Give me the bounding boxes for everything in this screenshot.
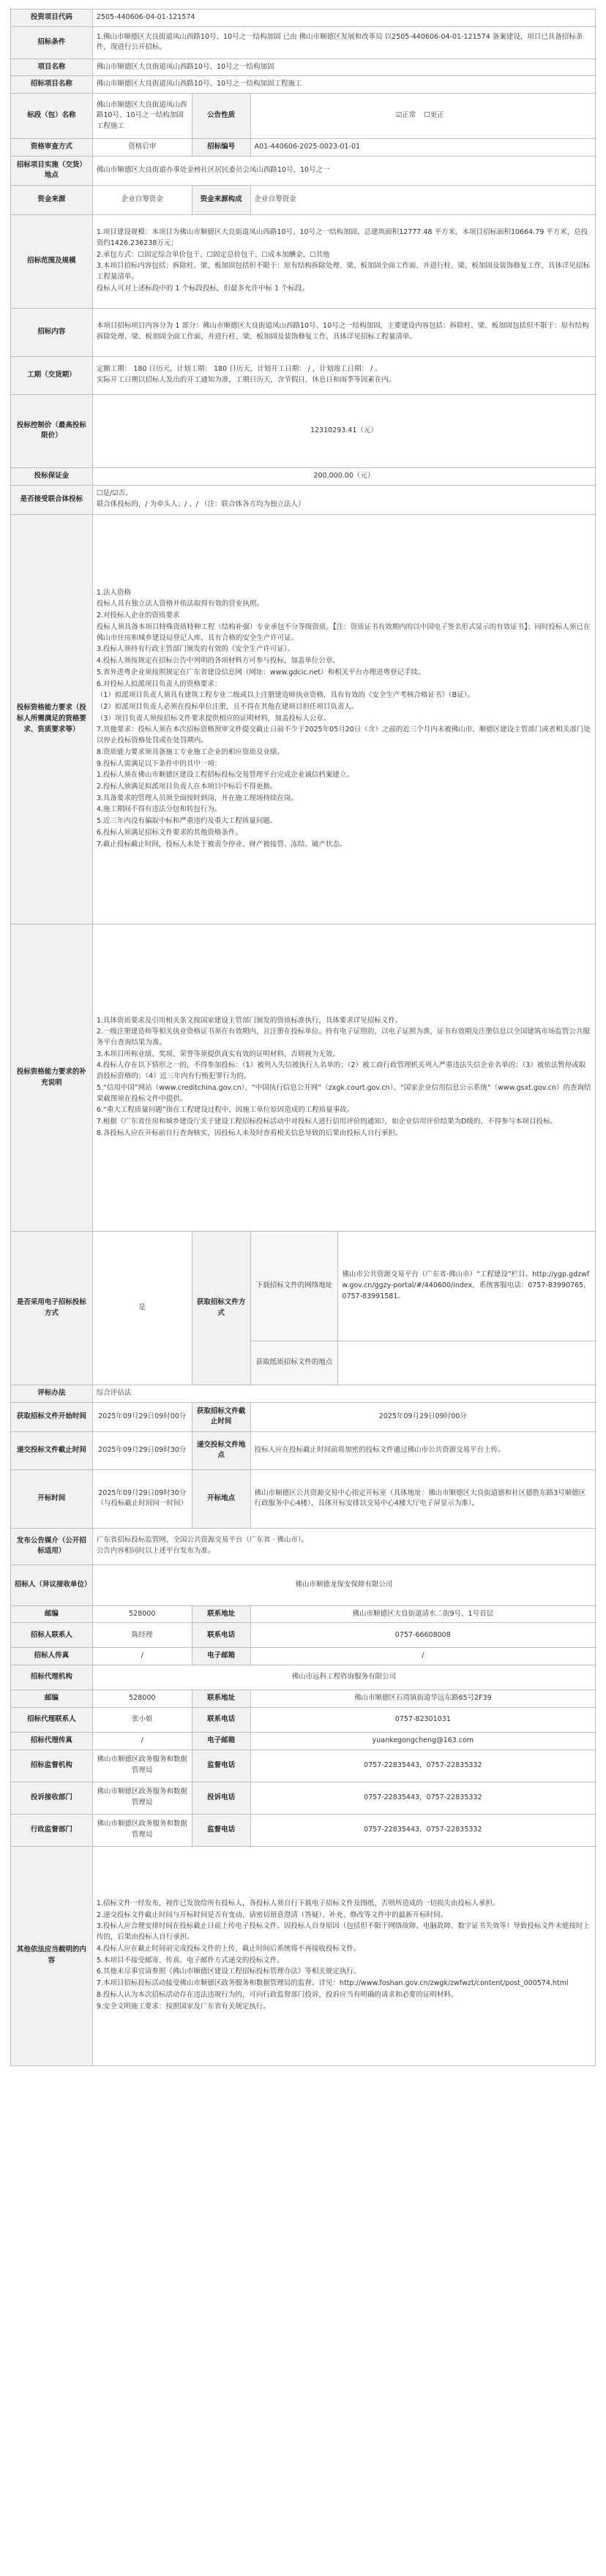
tenderer-tel-label: 联系电话	[192, 1623, 250, 1648]
qual-note-line: 4.投标人存在以下情形之一的，不得参加投标：（1）被列入失信被执行人名单的；（2）被工商行政管理机关列入严重违法失信企业名单的；（3）被依法暂停或取消投标资格的；（4）近三年内有行贿犯罪行为的。	[96, 1061, 586, 1081]
open-time-value: 2025年09月29日09时30分（与投标截止时间同一时间）	[92, 1469, 192, 1528]
row-supervise	[11, 1750, 596, 1782]
tenderer-fax-label: 招标人传真	[11, 1648, 93, 1665]
qual-note-line: 7.根据《广东省住房和城乡建设厅关于建设工程招标投标活动中对投标人进行信用评价的通知》，如企业信用评价结果为D级的，不得参与本项目投标。	[96, 1118, 557, 1126]
qual-notes-label: 投标资格能力要求的补充说明	[11, 924, 93, 1232]
section-label: 标段（包）名称	[11, 94, 93, 139]
row-get-doc	[11, 1402, 596, 1431]
agent-label: 招标代理机构	[11, 1665, 93, 1690]
agent-contact-value: 张小姐	[92, 1707, 192, 1732]
max-price-value: 12310293.41（元）	[92, 394, 595, 467]
period-label: 工期（交货期）	[11, 356, 93, 394]
paper-file-value	[338, 1341, 596, 1385]
qual-note-line: 2.一级注册建造师等相关执业资格证书须在有效期内，且注册在投标单位。持有电子证照的，以电子证照为准，证书有效期及注册信息以全国建筑市场监管公共服务平台查询结果为准。	[96, 1028, 590, 1047]
consortium-value	[92, 485, 595, 514]
qual-note-line: 5.“信用中国”网站（www.creditchina.gov.cn）、“中国执行信息公开网”（zxgk.court.gov.cn）、“国家企业信用信息公示系统”（www.gsxt.gov.cn）的查询结果截图须在投标文件中提供。	[96, 1083, 591, 1103]
other-line[interactable]: 7.本项目招标投标活动接受佛山市顺德区政务服务和数据管理局的监督。详见：http://www.foshan.gov.cn/zwgk/zwfwzt/content/post_000574.html	[96, 1979, 569, 1988]
tenderer-contact-value: 陈经理	[92, 1623, 192, 1648]
qual-line: 4.投标人须按规定在招标公告中列明的各项材料方可参与投标，加盖单位公章。	[96, 657, 340, 666]
complaint-tel-label: 投诉电话	[192, 1782, 250, 1814]
qual-line: （3）项目负责人须按招标文件要求提供相应的证明材料，加盖投标人公章。	[96, 714, 331, 723]
qualification-label: 投标资格能力要求（投标人所需满足的资格要求、资质要求等）	[11, 515, 93, 924]
public-nature-label: 公告性质	[192, 94, 250, 139]
bid-code-label: 招标编号	[192, 139, 250, 157]
get-doc-start-label: 获取招标文件开始时间	[11, 1402, 93, 1431]
qual-line: （2）拟派项目负责人必须在投标单位注册，且不得在其他在建项目担任项目负责人。	[96, 702, 359, 711]
get-doc-end-value: 2025年09月29日09时00分	[250, 1402, 595, 1431]
qual-line: 7.截止投标截止时间，投标人未处于被责令停业、财产被接管、冻结、破产状态。	[96, 840, 347, 848]
row-content	[11, 308, 596, 356]
row-consortium	[11, 485, 596, 514]
qual-line: （1）拟派项目负责人须具有建筑工程专业二级或以上注册建造师执业资格，具有有效的《安全生产考核合格证书》（B证）。	[96, 691, 474, 700]
agent-fax-value: /	[92, 1732, 192, 1750]
deposit-value: 200,000.00（元）	[92, 467, 595, 485]
row-admin	[11, 1814, 596, 1846]
e-bid-value: 是	[92, 1232, 192, 1385]
qual-note-line: 3.本项目所称业绩、奖项、荣誉等须提供真实有效的证明材料，否则视为无效。	[96, 1050, 340, 1058]
row-project-code	[11, 10, 596, 27]
period-line: 定额工期： 180 日历天，计划工期： 180 日历天，计划开工日期： / ，计划竣工日期： / 。	[96, 364, 382, 373]
agent-mail-value[interactable]: yuankegongcheng@163.com	[250, 1732, 595, 1750]
submit-deadline-label: 递交投标文件截止时间	[11, 1431, 93, 1469]
row-project-name	[11, 59, 596, 76]
tenderer-fax-value: /	[92, 1648, 192, 1665]
row-period	[11, 356, 596, 394]
project-name-label: 项目名称	[11, 59, 93, 76]
qual-line: 7.其他要求：投标人须在本次招标资格预审文件提交截止日前不少于2025年05月20日（含）之前的近三个月内未被佛山市、顺德区建设主管部门或者相关部门处以停止投标资格处罚或在处罚期内。	[96, 726, 591, 745]
other-line: 6.其他未尽事宜请参照《佛山市顺德区建设工程招标投标管理办法》等相关规定执行。	[96, 1967, 361, 1976]
qualification-value	[92, 515, 595, 924]
publish-value	[92, 1528, 595, 1564]
eval-label: 评标办法	[11, 1385, 93, 1403]
qual-line: 5.省外进粤企业须按照规定在广东省建设信息网（网址：www.gdcic.net）和相关平台办理进粤登记手续。	[96, 668, 425, 677]
submit-location-value: 投标人应在投标截止时间前将加密的投标文件通过佛山市公共资源交易平台上传。	[250, 1431, 595, 1469]
location-label: 招标项目实施（交货）地点	[11, 156, 93, 185]
row-tenderer-fax	[11, 1648, 596, 1665]
content-label: 招标内容	[11, 308, 93, 356]
other-line: 4.投标人应在截止时间前完成投标文件的上传，截止时间后系统将不再接收投标文件。	[96, 1944, 361, 1953]
tenderer-contact-label: 招标人联系人	[11, 1623, 93, 1648]
notice-page	[10, 0, 596, 2066]
fund-src-label: 资金来源构成	[192, 185, 250, 214]
qual-line: 投标人具有独立法人资格并依法取得有效的营业执照。	[96, 600, 263, 609]
other-line: 1.招标文件一经发布，视作已发放给所有投标人，各投标人须自行下载电子招标文件及图纸，否则所造成的一切损失由投标人承担。	[96, 1899, 500, 1908]
qual-exam-value: 资格后审	[92, 139, 192, 157]
row-publish	[11, 1528, 596, 1564]
get-file-label: 获取招标文件方式	[192, 1232, 250, 1385]
row-submit	[11, 1431, 596, 1469]
agent-contact-label: 招标代理联系人	[11, 1707, 93, 1732]
row-scope	[11, 214, 596, 308]
tenderer-tel-value: 0757-66608008	[250, 1623, 595, 1648]
scope-value	[92, 214, 595, 308]
agent-mail-label: 电子邮箱	[192, 1732, 250, 1750]
other-line: 9.安全文明施工要求：按照国家及广东省有关规定执行。	[96, 2002, 270, 2011]
agent-post-label: 邮编	[11, 1690, 93, 1708]
complaint-label: 投诉接收部门	[11, 1782, 93, 1814]
other-line: 3.投标人应合理安排时间在投标截止日前上传电子投标文件。因投标人自身原因（包括但不限于网络故障、电脑故障、数字证书失效等）导致投标文件未能按时上传的，后果由投标人自行承担。	[96, 1922, 590, 1942]
tenderer-mail-label: 电子邮箱	[192, 1648, 250, 1665]
scope-line: 1.项目建设规模：本项目为佛山市顺德区大良街道凤山西路10号、10号之一结构加固，总建筑面积12777.48 平方米，本项目招标面积10664.79 平方米，总投资约1426.236238万元；	[96, 228, 588, 247]
row-agent-post	[11, 1690, 596, 1708]
tenderer-label: 招标人（异议接收单位）	[11, 1564, 93, 1605]
period-line: 实际开工日期以招标人发出的开工通知为准，工期日历天，含节假日、休息日和雨季等因素在内。	[96, 376, 396, 385]
period-value	[92, 356, 595, 394]
row-location	[11, 156, 596, 185]
row-e-bid	[11, 1232, 596, 1341]
agent-value: 佛山市远科工程咨询服务有限公司	[92, 1665, 595, 1690]
tenderer-mail-value: /	[250, 1648, 595, 1665]
qual-exam-label: 资格审查方式	[11, 139, 93, 157]
paper-file-label: 获取纸质招标文件的地点	[250, 1341, 338, 1385]
admin-label: 行政监督部门	[11, 1814, 93, 1846]
max-price-label: 投标控制价（最高投标限价）	[11, 394, 93, 467]
get-doc-start-value: 2025年09月29日09时00分	[92, 1402, 192, 1431]
complaint-value: 佛山市顺德区政务服务和数据管理局	[92, 1782, 192, 1814]
supervise-tel-label: 监督电话	[192, 1750, 250, 1782]
qual-line: 9.投标人需满足以下条件中的其中一项：	[96, 759, 222, 768]
qual-note-line: 1.具体资质要求及引用相关条文按国家建设主管部门颁发的资质标准执行，具体要求详见招标文件。	[96, 1016, 403, 1025]
admin-tel-value: 0757-22835443，0757-22835332	[250, 1814, 595, 1846]
row-agent-fax	[11, 1732, 596, 1750]
other-line: 8.投标人认为本次招标活动存在违法违规行为的，可向行政监督部门投诉，投诉应当有明确的请求和必要的证明材料。	[96, 1990, 458, 1999]
row-qual-notes	[11, 924, 596, 1232]
bid-conditions-label: 招标条件	[11, 26, 93, 59]
qual-notes-value	[92, 924, 595, 1232]
row-max-price	[11, 394, 596, 467]
project-name-value: 佛山市顺德区大良街道凤山西路10号、10号之一结构加固	[92, 59, 595, 76]
qual-line: 2.投标人须满足拟派项目负责人在本项目中标后不得更换。	[96, 782, 277, 791]
row-bid-project-name	[11, 76, 596, 94]
fund-src-value: 企业自筹资金	[250, 185, 595, 214]
agent-tel-label: 联系电话	[192, 1707, 250, 1732]
admin-value: 佛山市顺德区政务服务和数据管理局	[92, 1814, 192, 1846]
download-url-label: 下载招标文件的网络地址	[250, 1232, 338, 1341]
other-line: 2.递交投标文件截止时间与开标时间是否有变动，请密切留意澄清（答疑）、补充、修改等文件中的最新开标时间。	[96, 1910, 448, 1919]
qual-line: 6.对投标人拟派项目负责人的资格要求：	[96, 679, 222, 688]
content-value	[92, 308, 595, 356]
option-correction: ☐更正	[424, 111, 444, 120]
row-fund	[11, 185, 596, 214]
bid-notice-table	[10, 9, 596, 2066]
agent-post-value: 528000	[92, 1690, 192, 1708]
qual-line: 6.投标人须满足招标文件要求的其他资格条件。	[96, 828, 242, 837]
bid-code-value: A01-440606-2025-0023-01-01	[250, 139, 595, 157]
qual-line: 3.具备要求的管理人员须全面按时到岗，并在施工现场持续在岗。	[96, 794, 298, 802]
bid-project-name-value: 佛山市顺德区大良街道凤山西路10号、10号之一结构加固工程施工	[92, 76, 595, 94]
other-value	[92, 1846, 595, 2065]
row-tenderer-post	[11, 1605, 596, 1623]
agent-addr-label: 联系地址	[192, 1690, 250, 1708]
publish-line: 广东省招标投标监管网、全国公共资源交易平台（广东省 · 佛山市）。	[96, 1535, 309, 1544]
agent-addr-value: 佛山市顺德区石湾镇街道华远东路65号2F39	[250, 1690, 595, 1708]
qual-line: 1.法人资格	[96, 588, 131, 597]
qual-line: 2.对投标人企业的资质要求	[96, 611, 180, 620]
row-bid-conditions	[11, 26, 596, 59]
supervise-tel-value: 0757-22835443，0757-22835332	[250, 1750, 595, 1782]
publish-line: 公告内容相同时以上述平台发布为准。	[96, 1547, 215, 1556]
supervise-value: 佛山市顺德区政务服务和数据管理局	[92, 1750, 192, 1782]
other-line: 5.本项目不接受邮寄、传真、电子邮件方式递交的投标文件。	[96, 1956, 284, 1965]
qual-note-line: 6.“重大工程质量问题”指在工程建设过程中，因施工单位原因造成的工程质量事故。	[96, 1106, 354, 1115]
row-open	[11, 1469, 596, 1528]
row-deposit	[11, 467, 596, 485]
supervise-label: 招标监督机构	[11, 1750, 93, 1782]
agent-tel-value: 0757-82301031	[250, 1707, 595, 1732]
row-qualification	[11, 515, 596, 924]
location-value: 佛山市顺德区大良街道办事处金榜社区居民委员会凤山西路10号、10号之一	[92, 156, 595, 185]
agent-fax-label: 招标代理传真	[11, 1732, 93, 1750]
tenderer-post-value: 528000	[92, 1605, 192, 1623]
tenderer-addr-label: 联系地址	[192, 1605, 250, 1623]
row-section	[11, 94, 596, 139]
consortium-label: 是否接受联合体投标	[11, 485, 93, 514]
row-tenderer-contact	[11, 1623, 596, 1648]
e-bid-label: 是否采用电子招标投标方式	[11, 1232, 93, 1385]
download-url-value[interactable]: 佛山市公共资源交易平台（广东省·佛山市）“工程建设”栏目。http://ygp.gdzwfw.gov.cn/ggzy-portal/#/440600/index，系统客服电话：0757-83990765，0757-83991581。	[338, 1232, 596, 1341]
fund-value: 企业自筹资金	[92, 185, 192, 214]
tenderer-post-label: 邮编	[11, 1605, 93, 1623]
bid-conditions-value: 1.佛山市顺德区大良街道凤山西路10号、10号之一结构加固 已由 佛山市顺德区发展和改革局 以2505-440606-04-01-121574 备案建设，项目已具备招标条件，现进行公开招标。	[92, 26, 595, 59]
tenderer-addr-value: 佛山市顺德区大良街道清水二街9号、1号首层	[250, 1605, 595, 1623]
qual-line: 投标人须具备本项目特殊资质特种工程（结构补强）专业承包不分等级资质。【注：资质证书有效期内的以中国电子签名形式显示的有效证书】；同时投标人须已在佛山市住房和城乡建设局登记入库，具有合格的安全生产许可证。	[96, 622, 591, 642]
bid-project-name-label: 招标项目名称	[11, 76, 93, 94]
row-agent	[11, 1665, 596, 1690]
submit-location-label: 递交投标文件地点	[192, 1431, 250, 1469]
qual-line: 5.近三年内没有骗取中标和严重违约及重大工程质量问题。	[96, 817, 277, 826]
open-location-label: 开标地点	[192, 1469, 250, 1528]
row-other	[11, 1846, 596, 2065]
section-value: 佛山市顺德区大良街道凤山西路10号、10号之一结构加固工程施工	[92, 94, 192, 139]
scope-line: 3.本项目招标内容包括：拆除柱、梁、板加固包括但不限于：原有结构拆除处理、梁、板加固全面工作面、并进行柱、梁、板加固及装饰修复工作，具体详见招标工程量清单。	[96, 262, 590, 282]
scope-label: 招标范围及规模	[11, 214, 93, 308]
qual-note-line: 8.各投标人应在开标前自行查询核实，因投标人未及时查看相关信息导致的后果由投标人自行承担。	[96, 1129, 403, 1137]
content-line: 本项目招标项目内容分为 1 部分：佛山市顺德区大良街道凤山西路10号、10号之一结构加固，主要建设内容包括：拆除柱、梁、板加固包括但不限于：原有结构拆除处理、梁、板加固全面工作面，并进行柱、梁、板加固及装饰修复工作，具体详见招标工程量清单。	[96, 322, 589, 341]
consortium-line: ☐是/☑否。	[96, 489, 132, 497]
qual-line: 3.投标人须持有行政主管部门颁发的有效的《安全生产许可证》。	[96, 645, 295, 654]
open-time-label: 开标时间	[11, 1469, 93, 1528]
row-qual-exam	[11, 139, 596, 157]
scope-line: 2.承包方式：☐固定综合单价包干、☐固定总价包干、☐成本加酬金、☐其他	[96, 250, 330, 259]
get-doc-end-label: 获取招标文件截止时间	[192, 1402, 250, 1431]
fund-label: 资金来源	[11, 185, 93, 214]
eval-value: 综合评估法	[92, 1385, 595, 1403]
consortium-line: 联合体投标的，/ 为牵头人；/ 、/ （注：联合体各方均为独立法人）	[96, 500, 305, 509]
public-nature-options	[250, 94, 595, 139]
scope-line: 投标人可对上述标段中的 1 个标段投标，但最多允许中标 1 个标段。	[96, 284, 310, 293]
row-complaint	[11, 1782, 596, 1814]
project-code-value: 2505-440606-04-01-121574	[92, 10, 595, 27]
row-tenderer	[11, 1564, 596, 1605]
qual-line: 8.资质能力要求须具备施工专业施工企业的相应资质及业绩。	[96, 747, 284, 756]
open-location-value: 佛山市顺德区公共资源交易中心指定开标室（具体地址：佛山市顺德区大良街道德和社区德胜东路3号顺德区行政服务中心4楼），具体开标安排以交易中心4楼大厅电子屏显示为准）。	[250, 1469, 595, 1528]
qual-line: 1.投标人须在佛山市顺德区建设工程招标投标交易管理平台完成企业诚信档案建立。	[96, 771, 354, 780]
row-eval	[11, 1385, 596, 1403]
project-code-label: 投资项目代码	[11, 10, 93, 27]
admin-tel-label: 监督电话	[192, 1814, 250, 1846]
option-normal: ☑正常	[395, 111, 416, 120]
row-agent-contact	[11, 1707, 596, 1732]
deposit-label: 投标保证金	[11, 467, 93, 485]
tenderer-value: 佛山市顺德龙保安保障有限公司	[92, 1564, 595, 1605]
publish-label: 发布公告媒介（公开招标适用）	[11, 1528, 93, 1564]
other-label: 其他依法应当载明的内容	[11, 1846, 93, 2065]
submit-deadline-value: 2025年09月29日09时30分	[92, 1431, 192, 1469]
complaint-tel-value: 0757-22835443，0757-22835332	[250, 1782, 595, 1814]
qual-line: 4.施工期间不得有违法分包和转包行为。	[96, 805, 222, 814]
